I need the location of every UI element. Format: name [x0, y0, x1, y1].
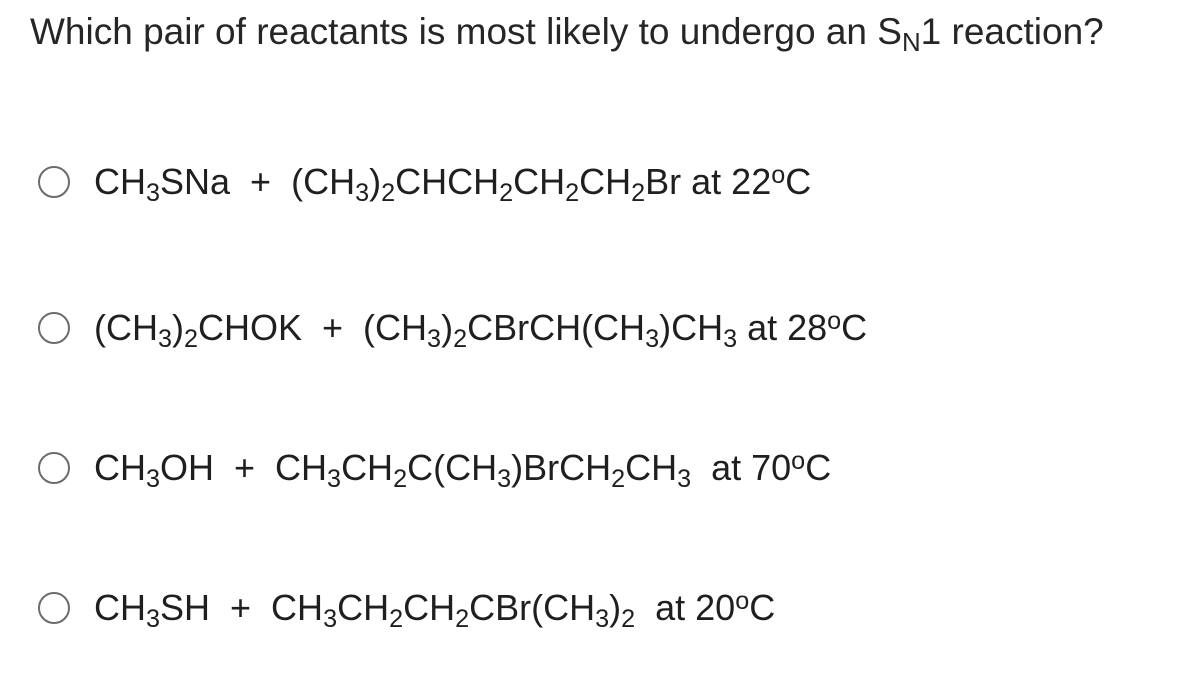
- answer-option-1-label: [94, 157, 811, 207]
- superscript: o: [771, 161, 786, 190]
- superscript: o: [791, 447, 806, 476]
- text-run: SNa + (CH: [160, 161, 356, 202]
- answer-option-3[interactable]: [38, 438, 831, 498]
- subscript: 3: [146, 465, 161, 494]
- subscript: 2: [611, 465, 626, 494]
- radio-button-1[interactable]: [38, 166, 70, 198]
- text-run: CH: [403, 587, 456, 628]
- text-run: 1 reaction?: [920, 11, 1104, 52]
- text-run: (CH: [94, 307, 158, 348]
- text-run: CH: [94, 587, 146, 628]
- subscript: 3: [723, 325, 738, 354]
- subscript: 3: [327, 465, 342, 494]
- subscript: 3: [146, 605, 161, 634]
- subscript: 2: [393, 465, 408, 494]
- text-run: CBr(CH: [469, 587, 596, 628]
- radio-button-4[interactable]: [38, 592, 70, 624]
- answer-option-1[interactable]: [38, 152, 811, 212]
- text-run: C: [841, 307, 868, 348]
- text-run: ): [609, 587, 622, 628]
- subscript: 2: [621, 605, 636, 634]
- subscript: N: [901, 29, 921, 58]
- text-run: at 70: [691, 447, 792, 488]
- text-run: at 28: [737, 307, 828, 348]
- text-run: CH: [337, 587, 390, 628]
- text-run: CBrCH(CH: [467, 307, 646, 348]
- text-run: )BrCH: [511, 447, 612, 488]
- answer-option-2-label: [94, 303, 867, 353]
- subscript: 3: [157, 325, 172, 354]
- subscript: 3: [323, 605, 338, 634]
- text-run: C: [785, 161, 812, 202]
- subscript: 3: [595, 605, 610, 634]
- text-run: CH: [94, 161, 146, 202]
- subscript: 2: [389, 605, 404, 634]
- text-run: at 20: [635, 587, 736, 628]
- text-run: C: [805, 447, 832, 488]
- text-run: CH: [513, 161, 566, 202]
- text-run: C: [749, 587, 776, 628]
- text-run: CH: [341, 447, 394, 488]
- subscript: 2: [565, 179, 580, 208]
- text-run: CH: [94, 447, 146, 488]
- subscript: 3: [677, 465, 692, 494]
- radio-button-2[interactable]: [38, 312, 70, 344]
- text-run: Br at 22: [645, 161, 772, 202]
- text-run: ): [369, 161, 382, 202]
- subscript: 2: [453, 325, 468, 354]
- subscript: 3: [645, 325, 660, 354]
- text-run: ): [441, 307, 454, 348]
- text-run: CH: [625, 447, 678, 488]
- text-run: )CH: [659, 307, 724, 348]
- text-run: CH: [579, 161, 632, 202]
- radio-button-3[interactable]: [38, 452, 70, 484]
- subscript: 2: [455, 605, 470, 634]
- subscript: 3: [427, 325, 442, 354]
- text-run: CHOK + (CH: [198, 307, 428, 348]
- subscript: 2: [381, 179, 396, 208]
- text-run: SH + CH: [160, 587, 324, 628]
- text-run: CHCH: [395, 161, 500, 202]
- subscript: 2: [499, 179, 514, 208]
- subscript: 3: [146, 179, 161, 208]
- subscript: 3: [355, 179, 370, 208]
- superscript: o: [827, 307, 842, 336]
- answer-option-4-label: [94, 583, 775, 633]
- subscript: 2: [184, 325, 199, 354]
- answer-option-2[interactable]: [38, 298, 867, 358]
- superscript: o: [735, 587, 750, 616]
- subscript: 2: [631, 179, 646, 208]
- answer-option-4[interactable]: [38, 578, 775, 638]
- subscript: 3: [497, 465, 512, 494]
- text-run: ): [172, 307, 184, 348]
- text-run: OH + CH: [160, 447, 328, 488]
- answer-option-3-label: [94, 443, 831, 493]
- text-run: Which pair of reactants is most likely to undergo an S: [30, 11, 902, 52]
- text-run: C(CH: [407, 447, 498, 488]
